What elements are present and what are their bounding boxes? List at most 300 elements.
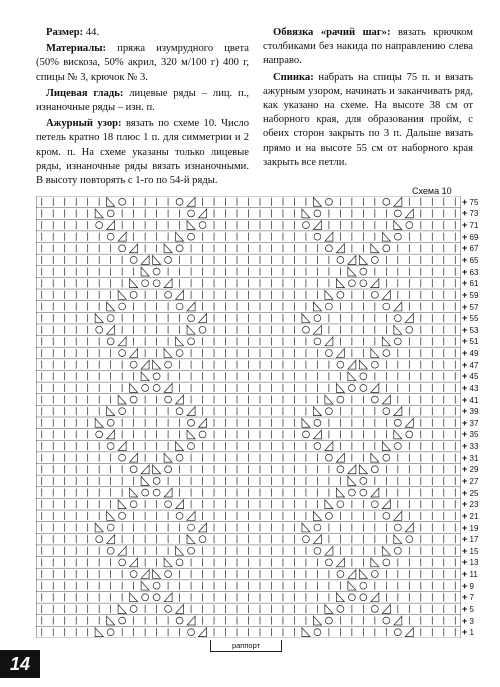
stitch-symbol	[141, 360, 149, 369]
stitch-symbol	[337, 291, 344, 298]
stitch-symbol	[394, 407, 402, 416]
stitch-symbol	[359, 570, 367, 579]
row-number-label: 49	[467, 349, 479, 359]
size-paragraph: Размер: 44.	[46, 27, 100, 38]
stitch-symbol	[130, 396, 137, 403]
stitch-symbol	[337, 571, 344, 578]
stitch-symbol	[118, 337, 126, 346]
row-number	[462, 256, 478, 265]
stitch-symbol	[107, 302, 115, 311]
stitch-symbol	[314, 315, 321, 322]
stitch-symbol	[165, 605, 172, 612]
stitch-symbol	[107, 315, 114, 322]
stitch-symbol	[325, 408, 332, 415]
row-number-label: 29	[467, 465, 479, 475]
stitch-symbol	[187, 302, 195, 311]
stitch-symbol	[325, 559, 332, 566]
stitch-symbol	[118, 605, 126, 614]
stitch-symbol	[313, 616, 321, 625]
stitch-symbol	[141, 465, 149, 474]
stitch-symbol	[176, 454, 183, 461]
stitch-symbol	[164, 349, 172, 358]
stitch-symbol	[405, 209, 413, 218]
stitch-symbol	[325, 442, 333, 451]
row-number	[462, 582, 474, 591]
stitch-symbol	[360, 489, 367, 496]
stitch-symbol	[405, 628, 413, 637]
stitch-symbol	[371, 501, 378, 508]
stitch-symbol	[164, 558, 172, 567]
stitch-symbol	[199, 418, 207, 427]
row-number	[462, 314, 478, 323]
row-number	[462, 198, 478, 207]
stitch-symbol	[325, 303, 332, 310]
stitch-symbol	[394, 302, 402, 311]
stitch-symbol	[95, 209, 103, 218]
stitch-symbol	[130, 593, 138, 602]
stitch-symbol	[176, 559, 183, 566]
stitch-symbol	[314, 338, 321, 345]
stitch-symbol	[130, 384, 138, 393]
stitch-symbol	[336, 558, 344, 567]
stitch-symbol	[313, 325, 321, 334]
plus-mark: +	[462, 382, 468, 393]
stitch-symbol	[302, 628, 310, 637]
row-number-label: 63	[467, 267, 479, 277]
stitch-symbol	[176, 617, 183, 624]
stitch-symbol	[153, 360, 161, 369]
stitch-symbol	[118, 442, 126, 451]
plus-mark: +	[462, 429, 468, 440]
stitch-symbol	[107, 407, 115, 416]
row-number	[462, 221, 478, 230]
stitch-symbol	[405, 418, 413, 427]
stitch-symbol	[360, 280, 367, 287]
stitch-symbol	[118, 395, 126, 404]
plus-mark: +	[462, 254, 468, 265]
stitch-symbol	[325, 617, 332, 624]
stitch-symbol	[406, 222, 413, 229]
stitch-symbol	[96, 326, 103, 333]
stitch-symbol	[165, 361, 172, 368]
stitch-symbol	[325, 512, 332, 519]
row-number-label: 57	[467, 302, 479, 312]
stitch-symbol	[119, 559, 126, 566]
stitch-symbol	[176, 232, 184, 241]
stitch-symbol	[107, 629, 114, 636]
stitch-symbol	[394, 430, 402, 439]
stitch-symbol	[348, 360, 356, 369]
stitch-symbol	[359, 360, 367, 369]
stitch-symbol	[394, 221, 402, 230]
stitch-symbol	[336, 349, 344, 358]
stitch-symbol	[383, 198, 390, 205]
plus-mark: +	[462, 371, 468, 382]
stitch-symbol	[337, 257, 344, 264]
stitch-symbol	[176, 546, 184, 555]
row-number-label: 71	[467, 221, 479, 231]
stitch-symbol	[394, 511, 402, 520]
stitch-symbol	[348, 372, 356, 381]
row-number-label: 47	[467, 360, 479, 370]
stitch-symbol	[348, 384, 355, 391]
row-number	[462, 209, 478, 218]
stitch-symbol	[107, 511, 115, 520]
plus-mark: +	[462, 406, 468, 417]
stitch-symbol	[337, 605, 344, 612]
stitch-symbol	[164, 244, 172, 253]
stitch-symbol	[348, 280, 355, 287]
row-number-label: 21	[467, 511, 479, 521]
plus-mark: +	[462, 313, 468, 324]
row-number	[462, 396, 478, 405]
stitch-symbol	[107, 616, 115, 625]
stitch-symbol	[199, 314, 207, 323]
stitch-symbol	[107, 524, 114, 531]
stitch-symbol	[199, 209, 207, 218]
stitch-symbol	[348, 477, 356, 486]
stitch-symbol	[176, 512, 183, 519]
stitch-symbol	[107, 221, 115, 230]
row-number-label: 67	[467, 244, 479, 254]
stitch-symbol	[371, 361, 378, 368]
plus-mark: +	[462, 475, 468, 486]
row-number	[462, 512, 478, 521]
stitch-symbol	[188, 629, 195, 636]
stitch-symbol	[95, 523, 103, 532]
stitch-symbol	[107, 430, 115, 439]
stitch-symbol	[382, 395, 390, 404]
stitch-symbol	[371, 349, 379, 358]
stitch-symbol	[325, 454, 332, 461]
row-number	[462, 430, 478, 439]
row-number	[462, 326, 478, 335]
stitch-symbol	[383, 408, 390, 415]
row-number-label: 45	[467, 372, 479, 382]
stitch-symbol	[153, 465, 161, 474]
stitch-symbol	[383, 617, 390, 624]
stitch-symbol	[176, 290, 184, 299]
stitch-symbol	[405, 523, 413, 532]
stitch-symbol	[325, 350, 332, 357]
row-number-label: 59	[467, 290, 479, 300]
plus-mark: +	[462, 336, 468, 347]
stitch-symbol	[348, 489, 355, 496]
row-number-label: 41	[467, 395, 479, 405]
row-number-label: 17	[467, 535, 479, 545]
stitch-symbol	[336, 244, 344, 253]
stitch-symbol	[142, 489, 149, 496]
back-paragraph: Спинка: набрать на спицы 75 п. и вязать ажурным узором, начинать и заканчивать ряд, как указано на схеме. На высоте 38 см от наборного края, для образования пройм, с обеих сторон закрыть по 3 п. Дальше вязать прямо и на высоте 55 см от наборного края закрыть все петли.	[263, 71, 473, 168]
stitch-symbol	[199, 536, 206, 543]
stitch-symbol	[199, 523, 207, 532]
stitch-symbol	[153, 478, 160, 485]
stitch-symbol	[371, 257, 378, 264]
stitch-symbol	[325, 500, 333, 509]
stitch-symbol	[371, 396, 378, 403]
stitch-symbol	[176, 408, 183, 415]
stitch-symbol	[142, 280, 149, 287]
stitch-symbol	[383, 303, 390, 310]
plus-mark: +	[462, 580, 468, 591]
stitch-symbol	[394, 233, 401, 240]
stitch-symbol	[371, 384, 379, 393]
plus-mark: +	[462, 417, 468, 428]
stitch-symbol	[394, 197, 402, 206]
left-text-column	[36, 26, 249, 190]
row-number-label: 11	[467, 570, 478, 580]
row-number-label: 7	[467, 593, 474, 603]
stitch-symbol	[130, 501, 137, 508]
stitch-symbol	[394, 524, 401, 531]
stitch-symbol	[325, 546, 333, 555]
stitch-symbol	[348, 581, 356, 590]
stitch-symbol	[130, 571, 137, 578]
stitch-symbol	[302, 536, 309, 543]
row-number-label: 5	[467, 604, 474, 614]
row-number-label: 25	[467, 488, 479, 498]
stitch-symbol	[153, 489, 160, 496]
row-number	[462, 303, 478, 312]
plus-mark: +	[462, 394, 468, 405]
stitch-symbol	[187, 325, 195, 334]
stitch-symbol	[383, 512, 390, 519]
stitch-symbol	[313, 535, 321, 544]
stitch-symbol	[176, 303, 183, 310]
stitch-symbol	[314, 419, 321, 426]
stitch-symbol	[325, 198, 332, 205]
row-number	[462, 361, 478, 370]
row-number-label: 39	[467, 407, 479, 417]
stitch-symbol	[165, 466, 172, 473]
knitting-chart	[36, 196, 461, 638]
row-number	[462, 500, 478, 509]
stitch-symbol	[107, 325, 115, 334]
stitch-symbol	[187, 511, 195, 520]
stitch-symbol	[187, 197, 195, 206]
rapport-bracket: раппорт	[210, 640, 282, 652]
stitch-symbol	[313, 197, 321, 206]
stitch-symbol	[382, 337, 390, 346]
stitch-symbol	[141, 570, 149, 579]
stitch-symbol	[165, 291, 172, 298]
row-number	[462, 372, 478, 381]
plus-mark: +	[462, 510, 468, 521]
row-number	[462, 349, 478, 358]
stitch-symbol	[107, 233, 114, 240]
row-number	[462, 465, 478, 474]
stitch-symbol	[394, 325, 402, 334]
stitch-symbol	[337, 396, 344, 403]
stitch-symbol	[360, 373, 367, 380]
stitch-symbol	[371, 244, 379, 253]
stitch-symbol	[165, 396, 172, 403]
stitch-symbol	[313, 407, 321, 416]
stitch-symbol	[130, 558, 138, 567]
row-number-label: 65	[467, 255, 479, 265]
stitch-symbol	[302, 523, 310, 532]
stitch-symbol	[360, 384, 367, 391]
stitch-symbol	[176, 500, 184, 509]
row-number	[462, 535, 478, 544]
stitch-symbol	[313, 511, 321, 520]
stitch-symbol	[188, 419, 195, 426]
plus-mark: +	[462, 569, 468, 580]
stitch-symbol	[325, 337, 333, 346]
stitch-symbol	[302, 418, 310, 427]
stitch-symbol	[314, 629, 321, 636]
plus-mark: +	[462, 301, 468, 312]
row-number	[462, 407, 478, 416]
stitch-symbol	[302, 314, 310, 323]
plus-mark: +	[462, 545, 468, 556]
stitch-symbol	[164, 593, 172, 602]
plus-mark: +	[462, 231, 468, 242]
row-number-label: 27	[467, 476, 479, 486]
stitch-symbol	[394, 315, 401, 322]
stitch-symbol	[371, 488, 379, 497]
stitch-symbol	[141, 372, 149, 381]
stitch-symbol	[382, 290, 390, 299]
stitch-symbol	[336, 384, 344, 393]
stitch-symbol	[406, 536, 413, 543]
row-number	[462, 628, 474, 637]
stitch-symbol	[360, 478, 367, 485]
row-number-label: 15	[467, 546, 479, 556]
plus-mark: +	[462, 359, 468, 370]
row-number-label: 33	[467, 442, 479, 452]
row-number-label: 37	[467, 418, 479, 428]
stitch-symbol	[371, 593, 379, 602]
stitch-symbol	[153, 268, 160, 275]
row-number-label: 1	[467, 628, 474, 638]
stitch-symbol	[130, 466, 137, 473]
plus-mark: +	[462, 441, 468, 452]
stitch-symbol	[371, 279, 379, 288]
chart-title: Схема 10	[412, 186, 452, 196]
row-number-label: 53	[467, 325, 479, 335]
stitch-symbol	[337, 361, 344, 368]
row-number	[462, 233, 478, 242]
stitch-symbol	[119, 245, 126, 252]
stitch-symbol	[153, 570, 161, 579]
stitch-symbol	[360, 582, 367, 589]
row-number	[462, 605, 474, 614]
row-number	[462, 489, 478, 498]
stitch-symbol	[187, 535, 195, 544]
stitch-symbol	[119, 408, 126, 415]
stitch-symbol	[95, 628, 103, 637]
row-number	[462, 419, 478, 428]
stitch-symbol	[176, 442, 184, 451]
stitch-symbol	[199, 628, 207, 637]
stitch-symbol	[176, 198, 183, 205]
stitch-symbol	[188, 524, 195, 531]
row-number-label: 75	[467, 197, 479, 207]
stitch-symbol	[199, 326, 206, 333]
stitch-symbol	[394, 443, 401, 450]
stitch-symbol	[130, 488, 138, 497]
row-number-label: 13	[467, 558, 479, 568]
stitch-symbol	[371, 291, 378, 298]
row-number-label: 55	[467, 314, 479, 324]
stitch-symbol	[95, 314, 103, 323]
stitch-symbol	[383, 454, 390, 461]
plus-mark: +	[462, 452, 468, 463]
row-number-label: 69	[467, 232, 479, 242]
stitch-symbol	[314, 547, 321, 554]
stitch-symbol	[359, 465, 367, 474]
stitch-symbol	[164, 279, 172, 288]
lace-pattern-paragraph: Ажурный узор: вязать по схеме 10. Число петель кратно 18 плюс 1 п. для симметрии и 2 кром. п. На схеме указаны только лицевые ряды, изнаночные ряды вязать изнаночными. В высоту повторять с 1-го по 54-й ряды.	[36, 118, 249, 187]
stitch-symbol	[107, 210, 114, 217]
row-number	[462, 547, 478, 556]
stitch-symbol	[336, 453, 344, 462]
stitch-symbol	[164, 384, 172, 393]
stitch-symbol	[394, 210, 401, 217]
stitch-symbol	[141, 581, 149, 590]
stitch-symbol	[314, 443, 321, 450]
stitch-symbol	[359, 256, 367, 265]
stitch-symbol	[188, 443, 195, 450]
stitch-symbol	[337, 466, 344, 473]
stitch-symbol	[153, 384, 160, 391]
stitch-symbol	[176, 337, 184, 346]
stitch-symbol	[165, 501, 172, 508]
plus-mark: +	[462, 627, 468, 638]
stitch-symbol	[371, 571, 378, 578]
stitch-symbol	[313, 430, 321, 439]
plus-mark: +	[462, 220, 468, 231]
stitch-symbol	[153, 256, 161, 265]
stitch-symbol	[130, 244, 138, 253]
stitch-symbol	[176, 395, 184, 404]
stitch-symbol	[382, 232, 390, 241]
stitch-symbol	[199, 431, 206, 438]
stitch-symbol	[107, 547, 114, 554]
plus-mark: +	[462, 557, 468, 568]
stitch-symbol	[107, 197, 115, 206]
stitch-symbol	[394, 616, 402, 625]
stitch-symbol	[153, 373, 160, 380]
stitch-symbol	[130, 605, 137, 612]
row-number	[462, 244, 478, 253]
plus-mark: +	[462, 592, 468, 603]
stitch-symbol	[130, 279, 138, 288]
stitch-symbol	[130, 257, 137, 264]
stitch-symbol	[164, 453, 172, 462]
stitch-symbol	[382, 442, 390, 451]
stitch-symbol	[164, 488, 172, 497]
row-number-label: 61	[467, 279, 479, 289]
stitch-symbol	[141, 477, 149, 486]
stitch-symbol	[394, 547, 401, 554]
plus-mark: +	[462, 603, 468, 614]
stitch-symbol	[313, 302, 321, 311]
stitch-symbol	[188, 338, 195, 345]
stitch-symbol	[313, 221, 321, 230]
stitch-symbol	[188, 547, 195, 554]
stitch-symbol	[348, 256, 356, 265]
edging-paragraph: Обвязка «рачий шаг»: вязать крючком столбиками без накида по направлению слева направо.	[263, 27, 473, 67]
row-number	[462, 593, 474, 602]
row-number-label: 19	[467, 523, 479, 533]
row-number-label: 3	[467, 616, 474, 626]
stitch-symbol	[130, 291, 137, 298]
stitch-symbol	[96, 222, 103, 229]
stitch-symbol	[405, 314, 413, 323]
stitch-symbol	[95, 418, 103, 427]
